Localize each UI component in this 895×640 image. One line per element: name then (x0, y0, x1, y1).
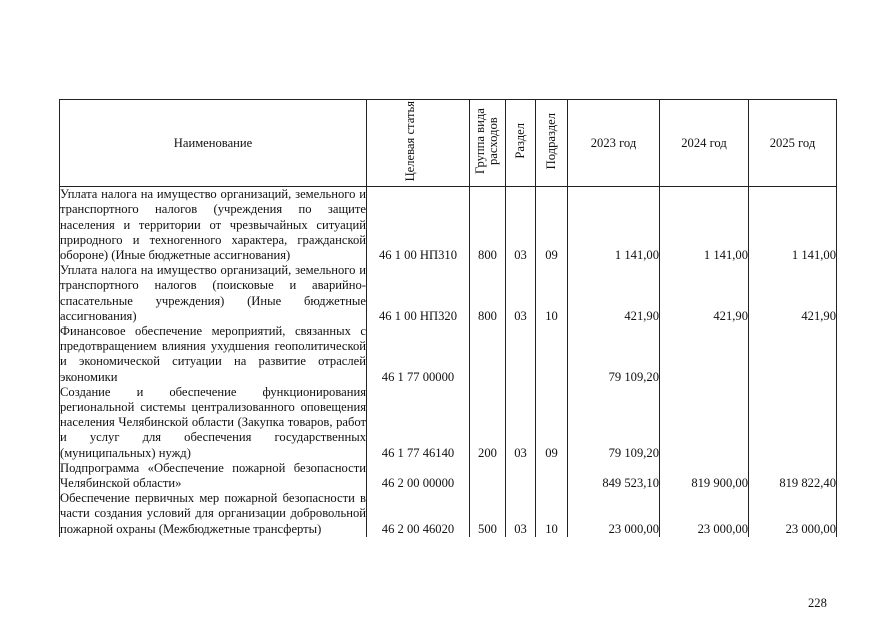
row-section: 03 (506, 385, 536, 461)
row-target-article: 46 1 77 46140 (367, 385, 470, 461)
header-year-2024: 2024 год (660, 100, 749, 187)
budget-table-container (59, 99, 837, 537)
row-subsection: 09 (536, 187, 568, 264)
row-section: 03 (506, 187, 536, 264)
row-expense-group (470, 324, 506, 385)
budget-table (59, 99, 837, 537)
row-target-article: 46 1 00 НП310 (367, 187, 470, 264)
row-value-2025 (749, 385, 837, 461)
row-name: Финансовое обеспечение мероприятий, связанных с предотвращением влияния ухудшения геополитической и экономической ситуации на развитие отраслей экономики (60, 324, 366, 384)
row-value-2024 (660, 385, 749, 461)
row-value-2023: 23 000,00 (568, 491, 660, 537)
row-value-2025 (749, 324, 837, 385)
table-header-row (60, 100, 837, 187)
row-subsection: 10 (536, 263, 568, 324)
row-subsection (536, 324, 568, 385)
row-expense-group: 200 (470, 385, 506, 461)
header-target-article: Целевая статья (367, 100, 470, 187)
row-value-2023: 79 109,20 (568, 324, 660, 385)
table-row (60, 187, 837, 264)
row-value-2024: 1 141,00 (660, 187, 749, 264)
row-subsection (536, 461, 568, 491)
row-name: Подпрограмма «Обеспечение пожарной безопасности Челябинской области» (60, 460, 366, 491)
row-subsection: 10 (536, 491, 568, 537)
row-expense-group: 500 (470, 491, 506, 537)
row-name: Обеспечение первичных мер пожарной безопасности в части создания условий для организации добровольной пожарной охраны (Межбюджетные трансферты) (60, 491, 366, 536)
page-number: 228 (808, 596, 827, 610)
header-year-2025: 2025 год (749, 100, 837, 187)
row-target-article: 46 2 00 00000 (367, 461, 470, 491)
row-value-2023: 421,90 (568, 263, 660, 324)
table-row (60, 491, 837, 537)
row-expense-group: 800 (470, 187, 506, 264)
row-target-article: 46 2 00 46020 (367, 491, 470, 537)
row-value-2024: 23 000,00 (660, 491, 749, 537)
table-row (60, 324, 837, 385)
row-target-article: 46 1 77 00000 (367, 324, 470, 385)
row-name: Уплата налога на имущество организаций, земельного и транспортного налогов (поисковые и аварийно-спасательные учреждения) (Иные бюджетные ассигнования) (60, 263, 366, 323)
row-section (506, 461, 536, 491)
row-value-2025: 1 141,00 (749, 187, 837, 264)
row-value-2024 (660, 324, 749, 385)
row-name: Создание и обеспечение функционирования региональной системы централизованного оповещения населения Челябинской области (Закупка товаров, работ и услуг для обеспечения государственных (муниципальных) нужд) (60, 384, 366, 460)
table-row (60, 263, 837, 324)
row-value-2024: 819 900,00 (660, 461, 749, 491)
header-section: Раздел (506, 100, 536, 187)
header-name: Наименование (60, 100, 367, 187)
row-expense-group (470, 461, 506, 491)
row-section: 03 (506, 491, 536, 537)
row-name: Уплата налога на имущество организаций, земельного и транспортного налогов (учреждения по защите населения и территории от чрезвычайных ситуаций природного и техногенного характера, гражданской обороне) (Иные бюджетные ассигнования) (60, 187, 366, 263)
row-value-2023: 79 109,20 (568, 385, 660, 461)
row-section (506, 324, 536, 385)
header-subsection: Подраздел (536, 100, 568, 187)
row-value-2025: 421,90 (749, 263, 837, 324)
row-value-2025: 23 000,00 (749, 491, 837, 537)
row-target-article: 46 1 00 НП320 (367, 263, 470, 324)
table-row (60, 385, 837, 461)
table-row (60, 461, 837, 491)
header-year-2023: 2023 год (568, 100, 660, 187)
row-value-2025: 819 822,40 (749, 461, 837, 491)
row-value-2024: 421,90 (660, 263, 749, 324)
header-expense-group: Группа вида расходов (470, 100, 506, 187)
row-value-2023: 849 523,10 (568, 461, 660, 491)
row-value-2023: 1 141,00 (568, 187, 660, 264)
row-subsection: 09 (536, 385, 568, 461)
row-section: 03 (506, 263, 536, 324)
row-expense-group: 800 (470, 263, 506, 324)
table-body (60, 187, 837, 537)
